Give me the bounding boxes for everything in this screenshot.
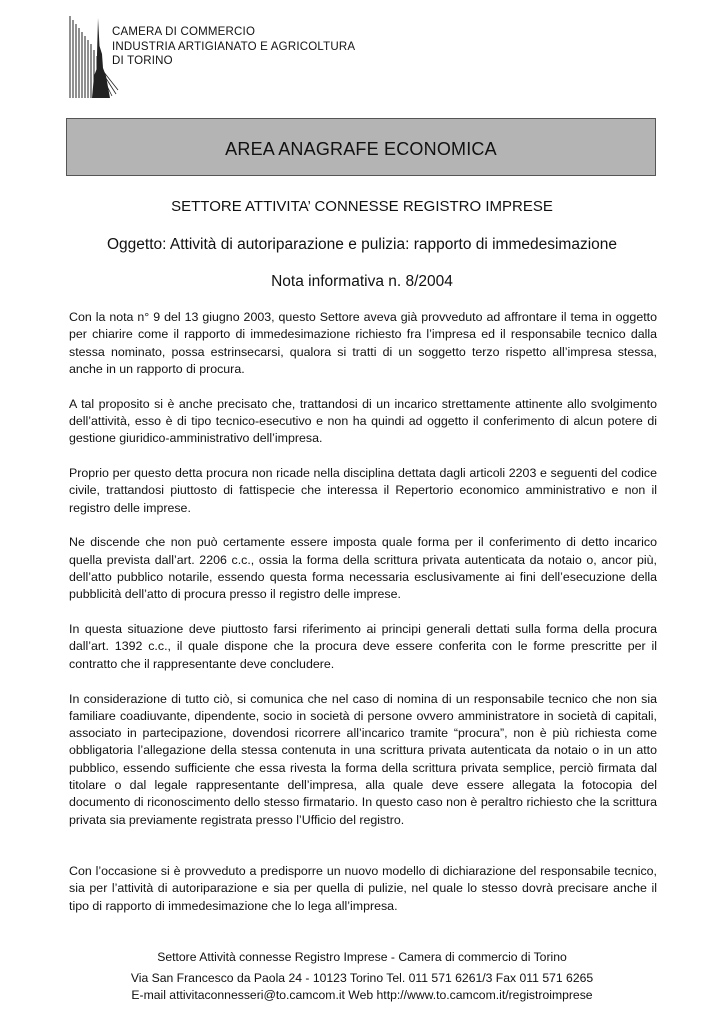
org-line: DI TORINO	[112, 55, 173, 67]
paragraph: Proprio per questo detta procura non ricade nella disciplina dettata dagli articoli 2203 e seguenti del codice civile, trattandosi piuttosto di fattispecie che interessa il Repertorio economico amministrativo e non il registro delle imprese.	[69, 466, 657, 515]
footer-address: Via San Francesco da Paola 24 - 10123 Torino Tel. 011 571 6261/3 Fax 011 571 6265	[130, 971, 594, 985]
area-banner	[66, 118, 656, 176]
note-number: Nota informativa n. 8/2004	[271, 273, 453, 290]
paragraph: A tal proposito si è anche precisato che, trattandosi di un incarico strettamente attinente allo svolgimento dell’attività, esso è di tipo tecnico-esecutivo e non ha quindi ad oggetto il conferimento di alcun potere di gestione giuridico-amministrativo dell’impresa.	[69, 396, 657, 446]
paragraph: Con la nota n° 9 del 13 giugno 2003, questo Settore aveva già provveduto ad affrontare il tema in oggetto per chiarire come il rapporto di immedesimazione richiesto fra l’impresa ed il responsabile tecnico dalla stessa nominato, possa estrinsecarsi, qualora si tratti di un soggetto terzo rispetto all’impresa stessa, anche in un rapporto di procura.	[69, 310, 657, 376]
area-title: AREA ANAGRAFE ECONOMICA	[225, 138, 497, 159]
footer-contacts: E-mail attivitaconnesseri@to.camcom.it Web http://www.to.camcom.it/registroimprese	[131, 988, 593, 1002]
org-line: INDUSTRIA ARTIGIANATO E AGRICOLTURA	[112, 40, 356, 53]
subject-heading: Oggetto: Attività di autoriparazione e pulizia: rapporto di immedesimazione	[106, 236, 618, 253]
paragraph: In considerazione di tutto ciò, si comunica che nel caso di nomina di un responsabile tecnico che non sia familiare coadiuvante, dipendente, socio in società di persone ovvero amministratore in società di capitali, associato in partecipazione, dovendosi ricorrere all’incarico tramite “procura”, non è più richiesta come obbligatoria l’allegazione della stessa contenuta in una scrittura privata autenticata da notaio o in un atto pubblico, essendo sufficiente che essa rivesta la forma della scrittura privata semplice, perciò firmata dal titolare o dal legale rappresentante dell’impresa, alla quale deve essere allegata la fotocopia del documento di riconoscimento dello stesso firmatario. In questo caso non è peraltro richiesto che la scrittura privata sia previamente registrata presso l’Ufficio del registro.	[69, 691, 657, 827]
footer-office: Settore Attività connesse Registro Imprese - Camera di commercio di Torino	[157, 950, 567, 964]
document-body	[69, 309, 657, 932]
org-line: CAMERA DI COMMERCIO	[112, 26, 256, 38]
paragraph: In questa situazione deve piuttosto farsi riferimento ai principi generali dettati sulla forma della procura dall’art. 1392 c.c., il quale dispone che la procura deve essere conferita con le forme prescritte per il contratto che il rappresentante deve concludere.	[69, 622, 657, 671]
paragraph: Con l’occasione si è provveduto a predisporre un nuovo modello di dichiarazione del responsabile tecnico, sia per l’attività di autoriparazione e sia per quella di pulizie, nel quale lo stesso dovrà precisare anche il tipo di rapporto di immedesimazione che lo lega all’impresa.	[69, 863, 657, 913]
organization-name	[112, 25, 355, 69]
paragraph: Ne discende che non può certamente essere imposta quale forma per il conferimento di detto incarico quella prevista dall’art. 2206 c.c., ossia la forma della scrittura privata autenticata da notaio o, ancor più, dell’atto pubblico notarile, essendo questa forma necessaria esclusivamente ai fini dell’esecuzione della pubblicità dell’atto di procura presso il registro delle imprese.	[69, 535, 657, 602]
sector-heading: SETTORE ATTIVITA’ CONNESSE REGISTRO IMPRESE	[171, 198, 553, 215]
